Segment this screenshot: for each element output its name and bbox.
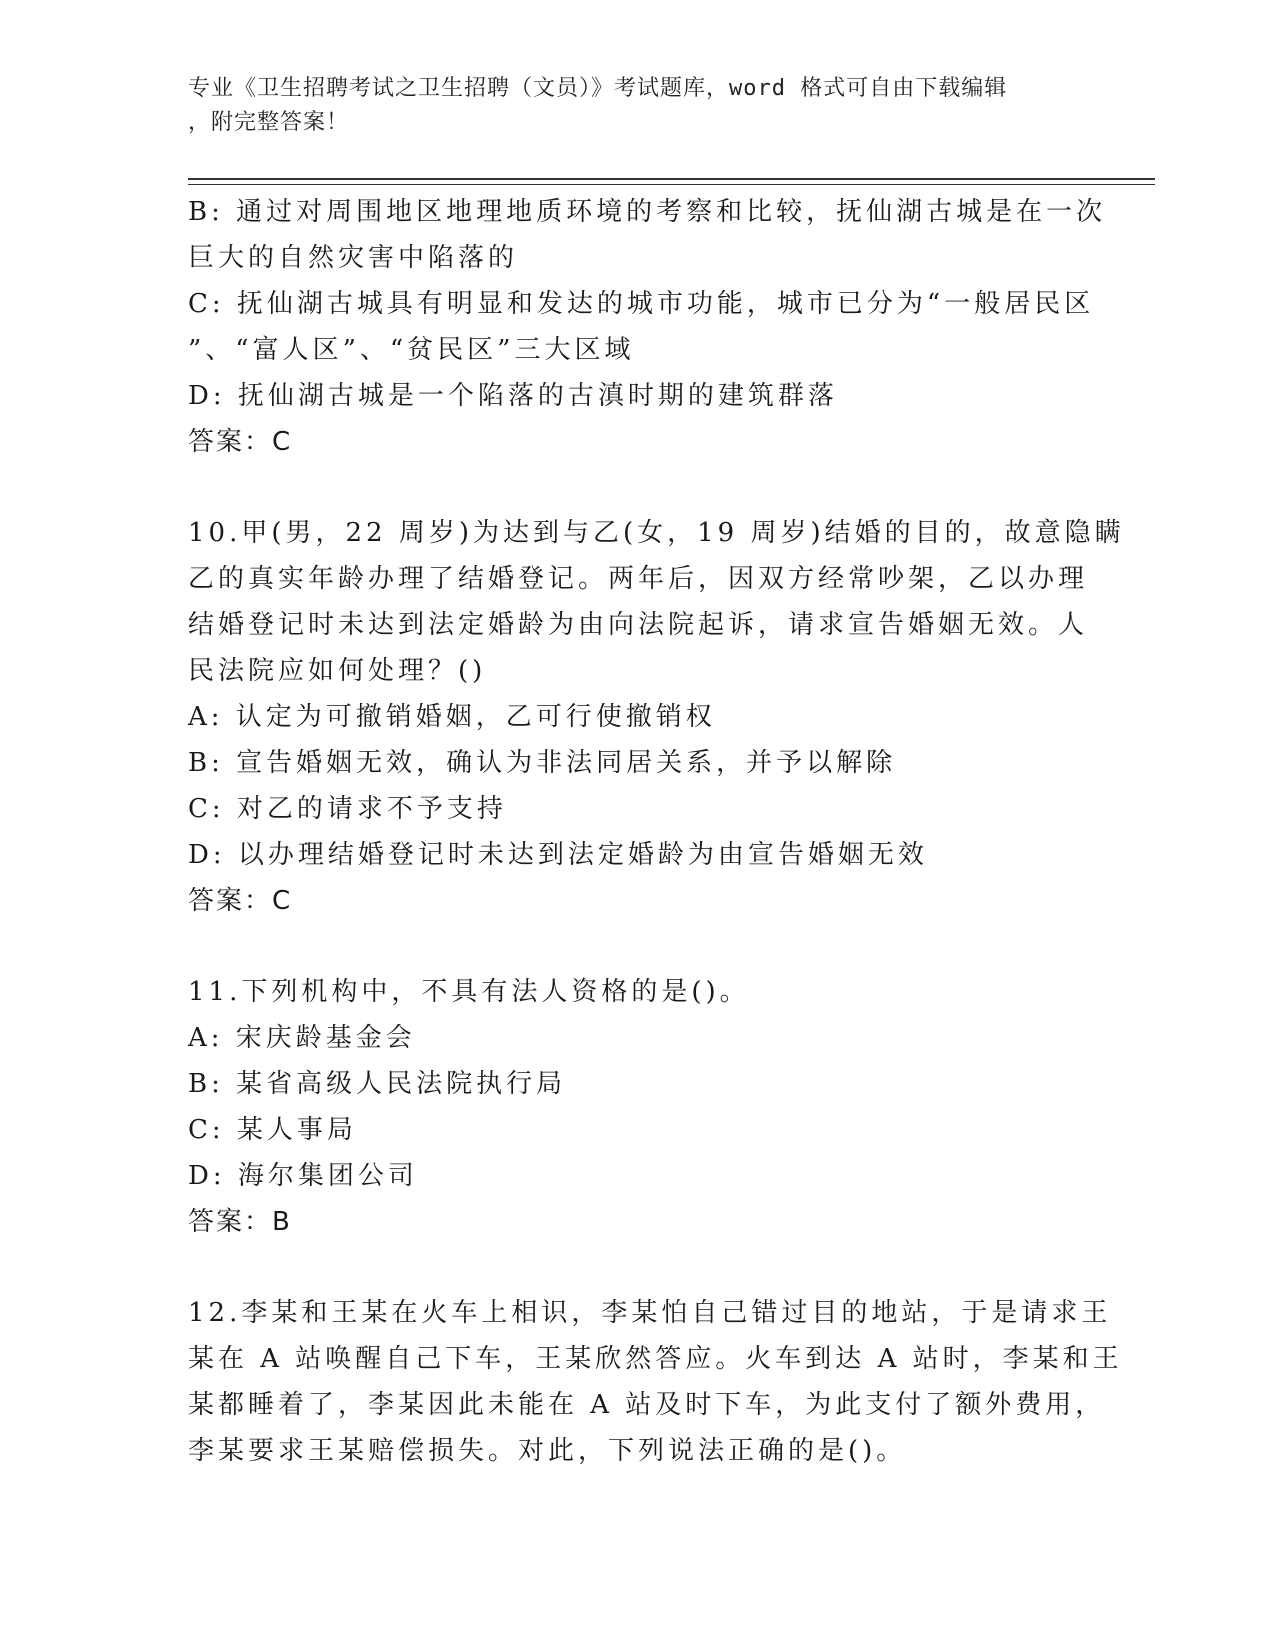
option-line: B: 宣告婚姻无效，确认为非法同居关系，并予以解除 bbox=[188, 748, 897, 778]
question-text-line: 乙的真实年龄办理了结婚登记。两年后，因双方经常吵架，乙以办理 bbox=[188, 564, 1089, 594]
question-text-line: 11.下列机构中，不具有法人资格的是()。 bbox=[188, 977, 750, 1007]
question-text-line: 10.甲(男，22 周岁)为达到与乙(女，19 周岁)结婚的目的，故意隐瞒 bbox=[188, 518, 1125, 548]
option-line: C: 抚仙湖古城具有明显和发达的城市功能，城市已分为“一般居民区 bbox=[188, 289, 1095, 319]
answer-line: 答案：C bbox=[188, 427, 293, 457]
question-text-line: 某在 A 站唤醒自己下车，王某欣然答应。火车到达 A 站时，李某和王 bbox=[188, 1344, 1123, 1374]
option-line: A: 认定为可撤销婚姻，乙可行使撤销权 bbox=[188, 702, 716, 732]
question-block bbox=[188, 189, 1107, 465]
option-line: D: 抚仙湖古城是一个陷落的古滇时期的建筑群落 bbox=[188, 381, 838, 411]
option-line: D: 海尔集团公司 bbox=[188, 1161, 418, 1191]
answer-line: 答案：B bbox=[188, 1207, 292, 1237]
question-block bbox=[188, 510, 1125, 924]
question-block bbox=[188, 1290, 1123, 1474]
page-header bbox=[188, 72, 1068, 140]
question-text-line: 结婚登记时未达到法定婚龄为由向法院起诉，请求宣告婚姻无效。人 bbox=[188, 610, 1089, 640]
option-line: B: 通过对周围地区地理地质环境的考察和比较，抚仙湖古城是在一次 bbox=[188, 197, 1107, 227]
option-line: A: 宋庆龄基金会 bbox=[188, 1023, 416, 1053]
question-text-line: 民法院应如何处理？() bbox=[188, 656, 487, 686]
question-text-line: 12.李某和王某在火车上相识，李某怕自己错过目的地站，于是请求王 bbox=[188, 1298, 1112, 1328]
header-line: 专业《卫生招聘考试之卫生招聘（文员）》考试题库，word 格式可自由下载编辑 bbox=[188, 76, 1008, 101]
option-line: ”、“富人区”、“贫民区”三大区域 bbox=[188, 335, 635, 365]
header-divider bbox=[188, 178, 1155, 185]
option-line: C: 某人事局 bbox=[188, 1115, 357, 1145]
option-line: C: 对乙的请求不予支持 bbox=[188, 794, 507, 824]
option-line: 巨大的自然灾害中陷落的 bbox=[188, 243, 519, 273]
question-content bbox=[188, 189, 1125, 1474]
option-line: B: 某省高级人民法院执行局 bbox=[188, 1069, 567, 1099]
header-line: ，附完整答案！ bbox=[188, 110, 350, 135]
question-text-line: 某都睡着了，李某因此未能在 A 站及时下车，为此支付了额外费用， bbox=[188, 1390, 1106, 1420]
answer-line: 答案：C bbox=[188, 886, 293, 916]
question-text-line: 李某要求王某赔偿损失。对此，下列说法正确的是()。 bbox=[188, 1436, 907, 1466]
question-block bbox=[188, 969, 1088, 1245]
option-line: D: 以办理结婚登记时未达到法定婚龄为由宣告婚姻无效 bbox=[188, 840, 928, 870]
